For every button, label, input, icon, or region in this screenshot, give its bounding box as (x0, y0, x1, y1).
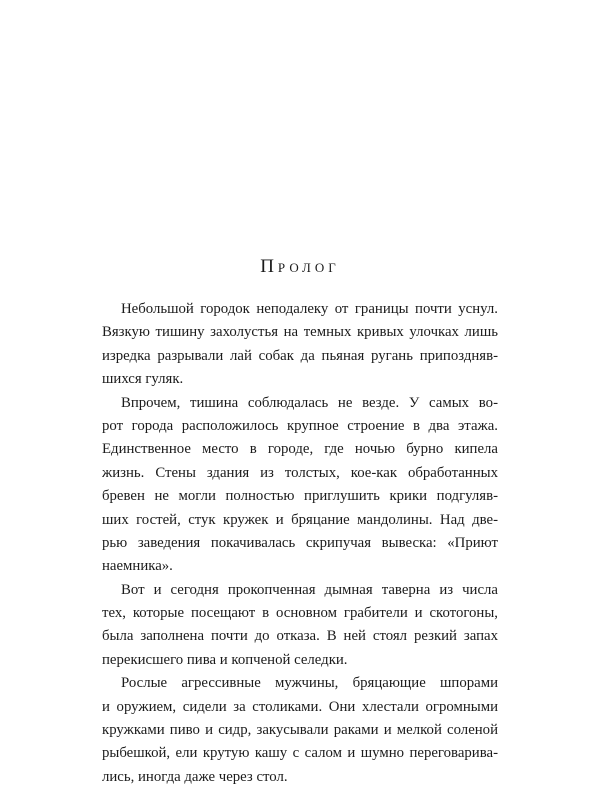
text-line: бревен не могли полностью приглушить крики подгуляв- (102, 488, 498, 505)
text-line: кружками пиво и сидр, закусывали раками и мелкой соленой (102, 722, 498, 739)
text-line: Впрочем, тишина соблюдалась не везде. У самых во- (121, 394, 498, 411)
paragraph (102, 579, 498, 673)
paragraph (102, 672, 498, 789)
text-line: рью заведения покачивалась скрипучая вывеска: «Приют (102, 534, 498, 551)
text-line: и оружием, сидели за столиками. Они хлестали огромными (102, 698, 498, 715)
text-line: ших гостей, стук кружек и бряцание мандолины. Над две- (102, 511, 498, 528)
text-line: рот города расположилось крупное строение в два этажа. (102, 417, 498, 434)
text-line: Вот и сегодня прокопченная дымная таверна из числа (121, 581, 498, 598)
text-line: жизнь. Стены здания из толстых, кое-как обработанных (102, 464, 498, 481)
text-line: тех, которые посещают в основном грабители и скотогоны, (102, 605, 498, 622)
text-line: Небольшой городок неподалеку от границы почти уснул. (121, 301, 498, 317)
text-line: перекисшего пива и копченой селедки. (102, 651, 348, 668)
text-line: была заполнена почти до отказа. В ней стоял резкий запах (102, 628, 498, 645)
chapter-title: Пролог (260, 256, 340, 277)
chapter-body (102, 298, 498, 789)
paragraph (102, 298, 498, 392)
text-line: Единственное место в городе, где ночью бурно кипела (102, 441, 498, 458)
text-line: рыбешкой, ели крутую кашу с салом и шумно переговарива- (102, 745, 498, 762)
text-line: Вязкую тишину захолустья на темных кривых улочках лишь (102, 324, 498, 341)
text-line: изредка разрывали лай собак да пьяная ругань припоздняв- (102, 347, 498, 364)
text-line: наемника». (102, 558, 173, 575)
text-line: лись, иногда даже через стол. (102, 768, 288, 785)
text-line: Рослые агрессивные мужчины, бряцающие шпорами (121, 675, 498, 692)
paragraph (102, 392, 498, 579)
text-line: шихся гуляк. (102, 371, 184, 388)
